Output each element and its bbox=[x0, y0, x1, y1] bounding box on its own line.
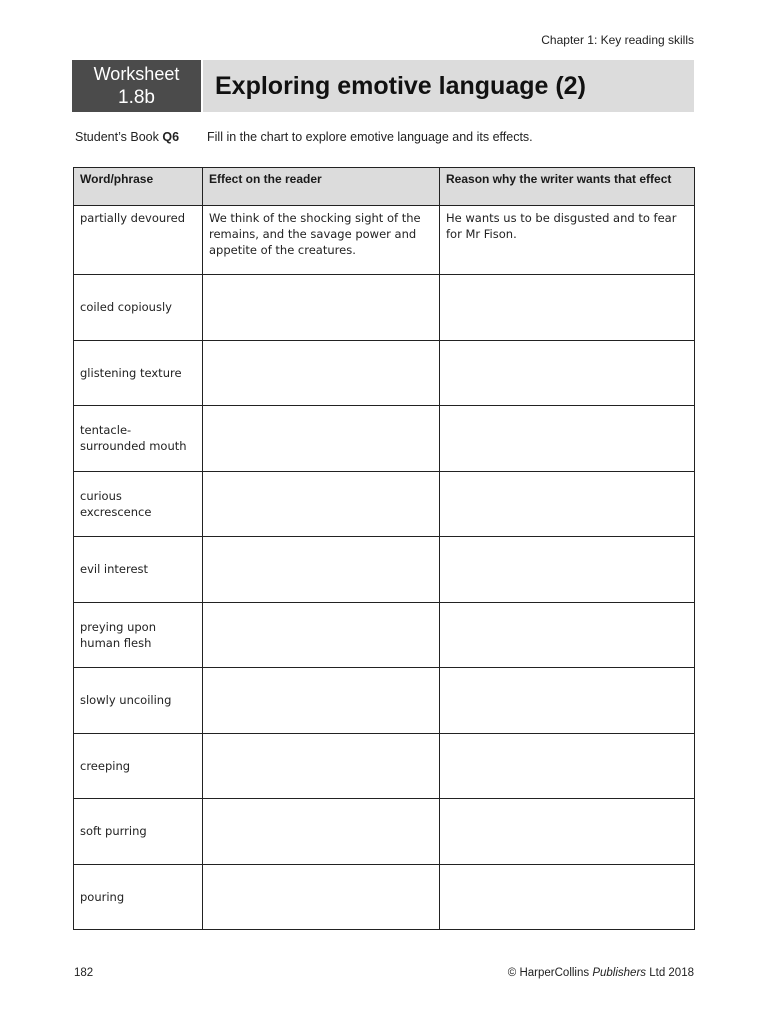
table-row bbox=[74, 275, 695, 341]
reason-cell[interactable] bbox=[440, 733, 695, 799]
reason-cell[interactable] bbox=[440, 864, 695, 930]
table-row bbox=[74, 471, 695, 537]
word-phrase-cell[interactable]: coiled copiously bbox=[74, 275, 203, 341]
copyright-publisher: Publishers bbox=[592, 967, 647, 979]
table-row bbox=[74, 602, 695, 668]
reason-cell[interactable] bbox=[440, 537, 695, 603]
effect-cell[interactable] bbox=[203, 864, 440, 930]
reason-cell[interactable] bbox=[440, 275, 695, 341]
reason-cell[interactable] bbox=[440, 340, 695, 406]
instruction-line bbox=[75, 130, 533, 144]
copyright-notice bbox=[508, 967, 694, 979]
worksheet-badge bbox=[72, 60, 201, 112]
effect-cell[interactable] bbox=[203, 471, 440, 537]
effect-cell[interactable] bbox=[203, 668, 440, 734]
word-phrase-cell[interactable]: slowly uncoiling bbox=[74, 668, 203, 734]
table-row bbox=[74, 537, 695, 603]
word-phrase-cell[interactable]: tentacle-surrounded mouth bbox=[74, 406, 203, 472]
copyright-suffix: Ltd 2018 bbox=[646, 967, 694, 979]
reason-cell[interactable] bbox=[440, 406, 695, 472]
reason-cell[interactable] bbox=[440, 799, 695, 865]
page-number: 182 bbox=[74, 967, 94, 979]
emotive-language-chart bbox=[73, 167, 695, 930]
effect-cell[interactable] bbox=[203, 602, 440, 668]
copyright-prefix: © HarperCollins bbox=[507, 967, 593, 979]
effect-cell[interactable]: We think of the shocking sight of the remains, and the savage power and appetite of the creatures. bbox=[203, 206, 440, 275]
chart-header-row bbox=[74, 168, 695, 206]
instruction-text: Fill in the chart to explore emotive language and its effects. bbox=[207, 130, 533, 144]
word-phrase-cell[interactable]: preying upon human flesh bbox=[74, 602, 203, 668]
word-phrase-cell[interactable]: pouring bbox=[74, 864, 203, 930]
word-phrase-cell[interactable]: creeping bbox=[74, 733, 203, 799]
word-phrase-cell[interactable]: evil interest bbox=[74, 537, 203, 603]
reason-cell[interactable] bbox=[440, 602, 695, 668]
word-phrase-cell[interactable]: curious excrescence bbox=[74, 471, 203, 537]
effect-cell[interactable] bbox=[203, 537, 440, 603]
table-row bbox=[74, 668, 695, 734]
effect-cell[interactable] bbox=[203, 340, 440, 406]
book-reference bbox=[75, 130, 207, 144]
table-row bbox=[74, 864, 695, 930]
reason-cell[interactable]: He wants us to be disgusted and to fear for Mr Fison. bbox=[440, 206, 695, 275]
table-row bbox=[74, 799, 695, 865]
table-row bbox=[74, 733, 695, 799]
table-row bbox=[74, 206, 695, 275]
worksheet-header bbox=[72, 60, 694, 112]
chapter-heading: Chapter 1: Key reading skills bbox=[541, 33, 694, 47]
word-phrase-cell[interactable]: partially devoured bbox=[74, 206, 203, 275]
question-number: Q6 bbox=[162, 130, 180, 144]
effect-cell[interactable] bbox=[203, 733, 440, 799]
worksheet-title: Exploring emotive language (2) bbox=[203, 60, 694, 112]
chart-body bbox=[74, 206, 695, 930]
table-row bbox=[74, 406, 695, 472]
worksheet-label: Worksheet bbox=[93, 64, 180, 84]
reason-cell[interactable] bbox=[440, 668, 695, 734]
worksheet-number: 1.8b bbox=[118, 87, 155, 108]
effect-cell[interactable] bbox=[203, 275, 440, 341]
table-row bbox=[74, 340, 695, 406]
word-phrase-cell[interactable]: glistening texture bbox=[74, 340, 203, 406]
header-word-phrase: Word/phrase bbox=[74, 168, 203, 206]
effect-cell[interactable] bbox=[203, 406, 440, 472]
book-prefix: Student’s Book bbox=[75, 130, 163, 144]
header-effect: Effect on the reader bbox=[203, 168, 440, 206]
effect-cell[interactable] bbox=[203, 799, 440, 865]
header-reason: Reason why the writer wants that effect bbox=[440, 168, 695, 206]
word-phrase-cell[interactable]: soft purring bbox=[74, 799, 203, 865]
reason-cell[interactable] bbox=[440, 471, 695, 537]
